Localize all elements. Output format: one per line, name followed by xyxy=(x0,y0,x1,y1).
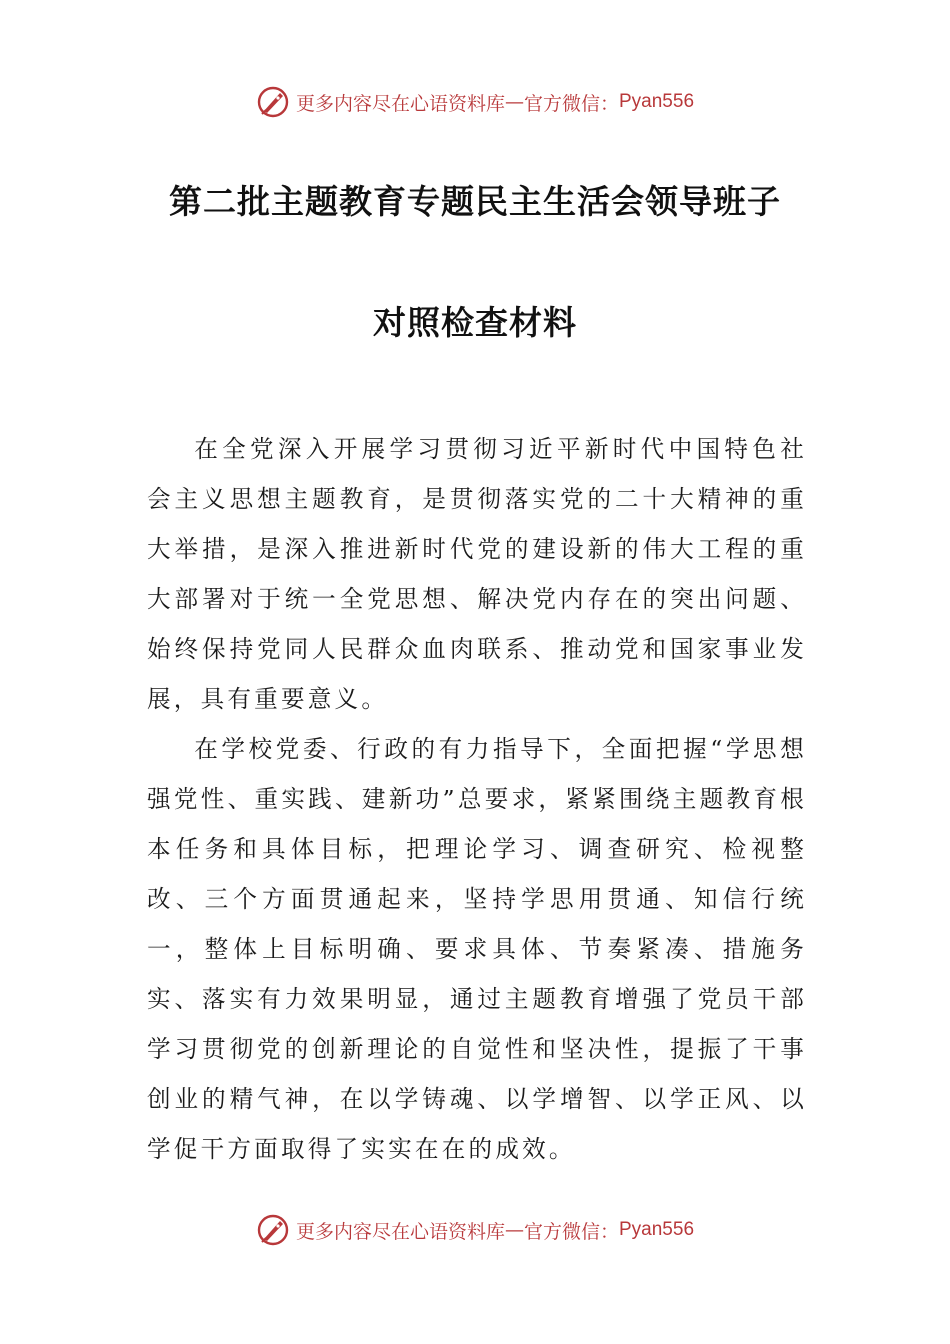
document-title-line1: 第二批主题教育专题民主生活会领导班子 xyxy=(169,182,781,221)
banner-separator: — xyxy=(504,91,524,113)
banner-separator: — xyxy=(504,1219,524,1241)
paragraph-1: 在全党深入开展学习贯彻习近平新时代中国特色社会主义思想主题教育，是贯彻落实党的二十大精神的重大举措，是深入推进新时代党的建设新的伟大工程的重大部署对于统一全党思想、解决党内存在的突出问题、始终保持党同人民群众血肉联系、推动党和国家事业发展，具有重要意义。 xyxy=(147,435,807,713)
banner-text: 更多内容尽在心语资料库 xyxy=(295,1220,505,1243)
header-banner xyxy=(0,82,950,122)
quill-pen-logo-icon xyxy=(256,1213,290,1247)
banner-text: 更多内容尽在心语资料库 xyxy=(295,92,505,115)
banner-account: Pyan556 xyxy=(619,1219,695,1240)
banner-wechat-label: 官方微信： xyxy=(523,1220,619,1243)
paragraph-2: 在学校党委、行政的有力指导下，全面把握“学思想强党性、重实践、建新功”总要求，紧紧围绕主题教育根本任务和具体目标，把理论学习、调查研究、检视整改、三个方面贯通起来，坚持学思用贯通、知信行统一，整体上目标明确、要求具体、节奏紧凑、措施务实、落实有力效果明显，通过主题教育增强了党员干部学习贯彻党的创新理论的自觉性和坚决性，提振了干事创业的精气神，在以学铸魂、以学增智、以学正风、以学促干方面取得了实实在在的成效。 xyxy=(147,735,807,1163)
footer-banner xyxy=(0,1210,950,1250)
banner-wechat-label: 官方微信： xyxy=(523,92,619,115)
quill-pen-logo-icon xyxy=(256,85,290,119)
banner-account: Pyan556 xyxy=(619,91,695,112)
document-title-line2: 对照检查材料 xyxy=(373,303,577,342)
